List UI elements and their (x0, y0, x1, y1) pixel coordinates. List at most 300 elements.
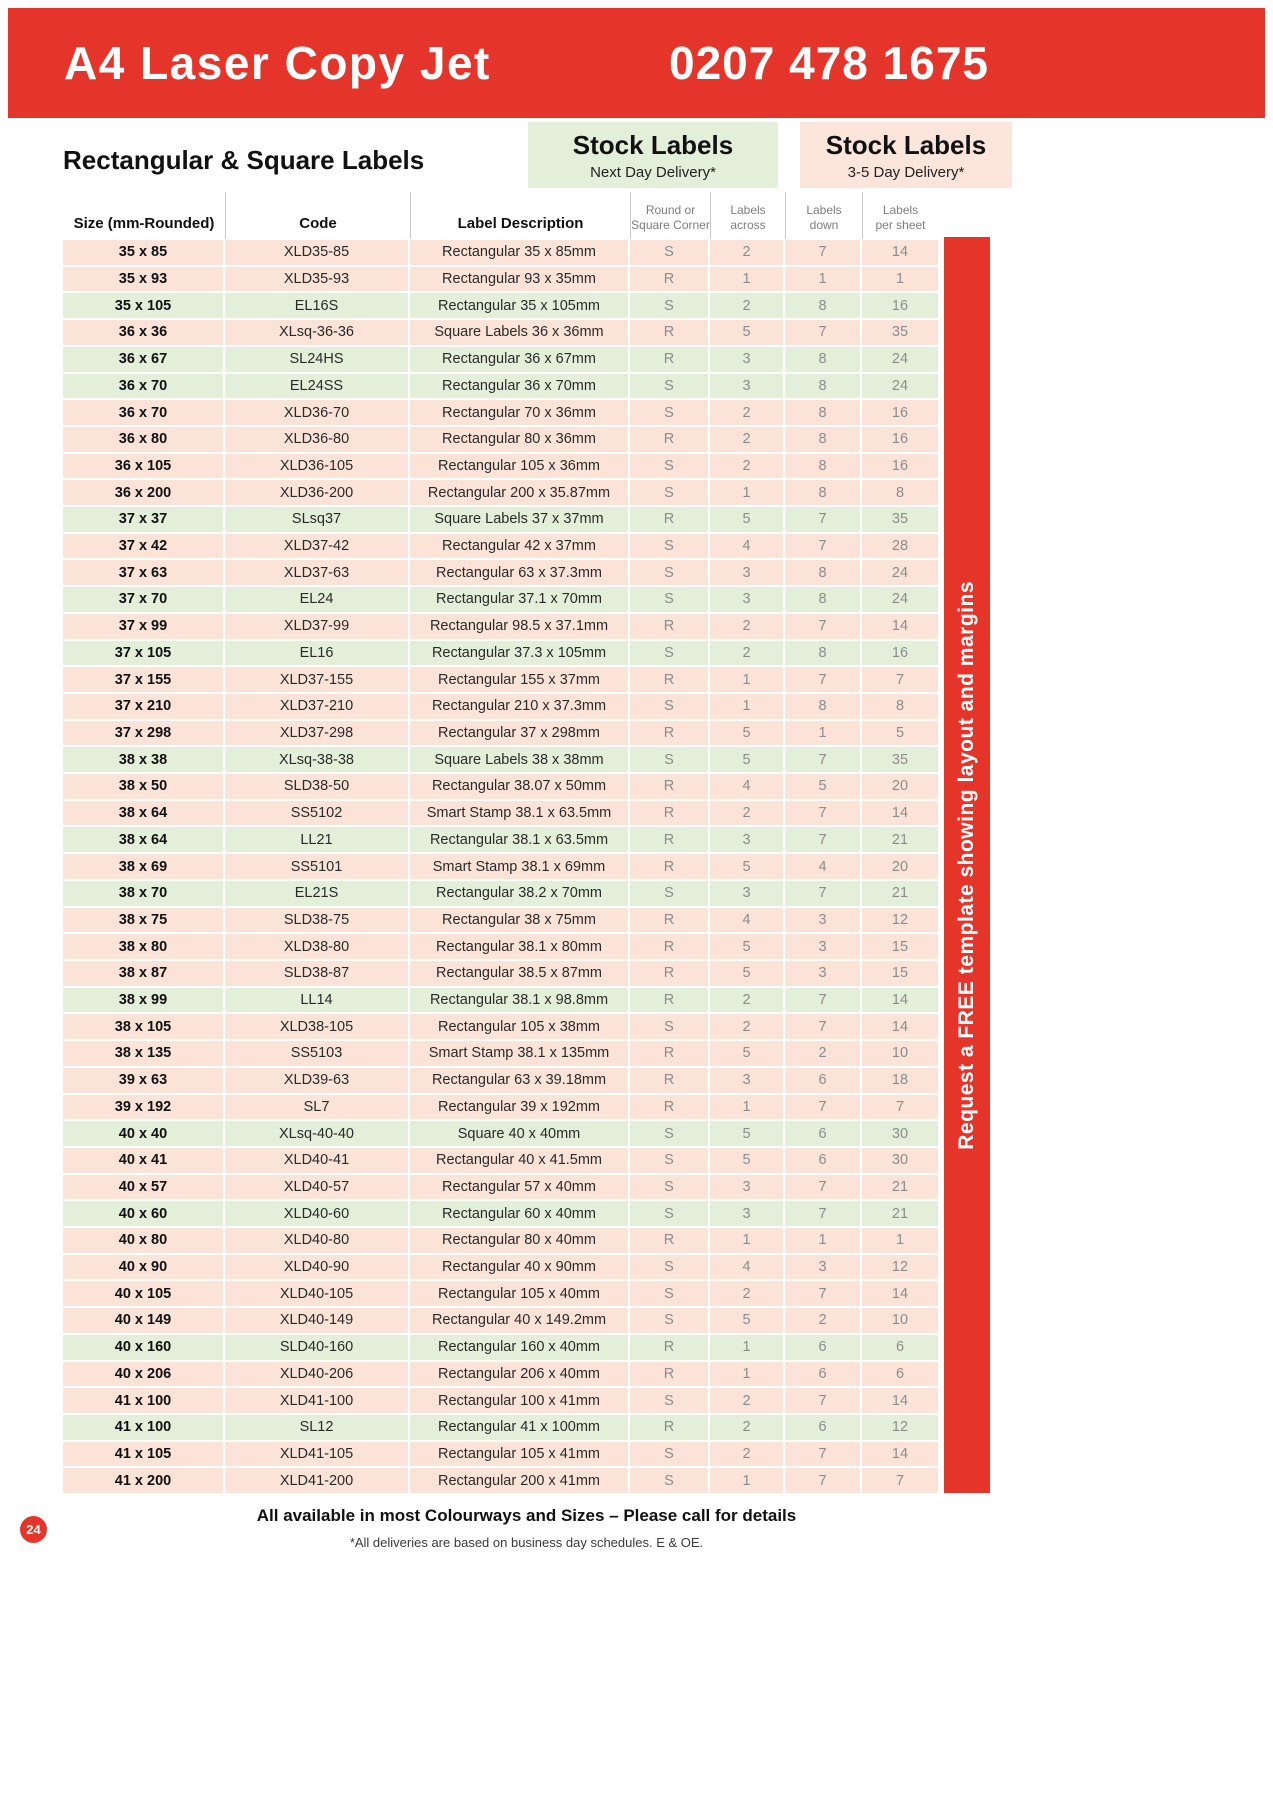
down-cell: 7 (785, 827, 862, 852)
down-cell: 2 (785, 1308, 862, 1333)
size-cell: 38 x 105 (63, 1014, 225, 1039)
across-cell: 2 (710, 801, 785, 826)
per-sheet-cell: 12 (891, 1419, 909, 1436)
table-row (63, 774, 938, 801)
stock-labels-3-5-day-box (800, 122, 1012, 188)
size-cell: 36 x 105 (63, 454, 225, 479)
corner-cell: R (630, 1362, 710, 1387)
size-cell: 40 x 160 (63, 1335, 225, 1360)
corner-cell: R (630, 1041, 710, 1066)
phone-number: 0207 478 1675 (669, 37, 989, 89)
code-cell: SLD40-160 (225, 1335, 410, 1360)
per-sheet-cell: 35 (891, 751, 909, 768)
table-row (63, 587, 938, 614)
code-cell: XLD37-298 (225, 721, 410, 746)
page-title: A4 Laser Copy Jet (64, 37, 491, 89)
size-cell: 37 x 42 (63, 534, 225, 559)
across-cell: 3 (710, 881, 785, 906)
corner-cell: R (630, 774, 710, 799)
corner-cell: S (630, 641, 710, 666)
code-cell: SL24HS (225, 347, 410, 372)
column-header-size: Size (mm-Rounded) (73, 215, 215, 232)
size-cell: 35 x 93 (63, 267, 225, 292)
across-cell: 3 (710, 560, 785, 585)
per-sheet-cell: 5 (895, 725, 905, 741)
down-cell: 8 (785, 400, 862, 425)
code-cell: XLD36-80 (225, 427, 410, 452)
page-header (8, 8, 1265, 118)
corner-cell: S (630, 1308, 710, 1333)
size-cell: 41 x 100 (63, 1415, 225, 1440)
code-cell: XLD35-93 (225, 267, 410, 292)
per-sheet-cell: 16 (891, 431, 909, 448)
down-cell: 1 (785, 1228, 862, 1253)
description-cell: Rectangular 98.5 x 37.1mm (410, 614, 630, 639)
across-cell: 4 (710, 534, 785, 559)
size-cell: 41 x 100 (63, 1388, 225, 1413)
size-cell: 35 x 85 (63, 240, 225, 265)
per-sheet-cell: 14 (891, 1285, 909, 1302)
size-cell: 40 x 90 (63, 1255, 225, 1280)
down-cell: 6 (785, 1415, 862, 1440)
across-cell: 5 (710, 1121, 785, 1146)
size-cell: 41 x 105 (63, 1442, 225, 1467)
code-cell: EL16 (225, 641, 410, 666)
across-cell: 1 (710, 480, 785, 505)
size-cell: 37 x 155 (63, 667, 225, 692)
size-cell: 38 x 38 (63, 747, 225, 772)
description-cell: Rectangular 105 x 36mm (410, 454, 630, 479)
code-cell: SLD38-50 (225, 774, 410, 799)
per-sheet-cell: 20 (891, 778, 909, 795)
per-sheet-cell: 10 (891, 1045, 909, 1062)
column-header-per-sheet: Labels per sheet (862, 192, 938, 239)
code-cell: XLD40-80 (225, 1228, 410, 1253)
table-row (63, 240, 938, 267)
description-cell: Rectangular 210 x 37.3mm (410, 694, 630, 719)
down-cell: 7 (785, 614, 862, 639)
description-cell: Rectangular 105 x 41mm (410, 1442, 630, 1467)
per-sheet-cell: 7 (895, 671, 905, 688)
size-cell: 37 x 210 (63, 694, 225, 719)
code-cell: XLD37-155 (225, 667, 410, 692)
size-cell: 36 x 36 (63, 320, 225, 345)
corner-cell: S (630, 881, 710, 906)
description-cell: Rectangular 60 x 40mm (410, 1201, 630, 1226)
code-cell: XLsq-36-36 (225, 320, 410, 345)
across-cell: 1 (710, 1468, 785, 1493)
across-cell: 1 (710, 1335, 785, 1360)
down-cell: 8 (785, 374, 862, 399)
size-cell: 38 x 69 (63, 854, 225, 879)
across-cell: 1 (710, 694, 785, 719)
table-row (63, 1121, 938, 1148)
across-cell: 5 (710, 320, 785, 345)
code-cell: XLD37-42 (225, 534, 410, 559)
description-cell: Rectangular 70 x 36mm (410, 400, 630, 425)
down-cell: 7 (785, 988, 862, 1013)
per-sheet-cell: 6 (895, 1365, 905, 1382)
table-row (63, 1148, 938, 1175)
code-cell: SS5103 (225, 1041, 410, 1066)
description-cell: Rectangular 100 x 41mm (410, 1388, 630, 1413)
code-cell: LL21 (225, 827, 410, 852)
across-cell: 2 (710, 1388, 785, 1413)
code-cell: EL21S (225, 881, 410, 906)
code-cell: XLD37-99 (225, 614, 410, 639)
description-cell: Rectangular 38.2 x 70mm (410, 881, 630, 906)
table-row (63, 293, 938, 320)
table-row (63, 827, 938, 854)
description-cell: Square Labels 38 x 38mm (410, 747, 630, 772)
corner-cell: S (630, 747, 710, 772)
stock-3-5-day-title: Stock Labels (825, 129, 987, 160)
down-cell: 6 (785, 1335, 862, 1360)
size-cell: 37 x 37 (63, 507, 225, 532)
per-sheet-cell: 16 (891, 404, 909, 421)
description-cell: Rectangular 155 x 37mm (410, 667, 630, 692)
down-cell: 3 (785, 908, 862, 933)
per-sheet-cell: 14 (891, 805, 909, 822)
description-cell: Rectangular 105 x 40mm (410, 1281, 630, 1306)
across-cell: 1 (710, 1362, 785, 1387)
size-cell: 37 x 70 (63, 587, 225, 612)
across-cell: 5 (710, 854, 785, 879)
code-cell: EL24 (225, 587, 410, 612)
description-cell: Rectangular 200 x 41mm (410, 1468, 630, 1493)
corner-cell: R (630, 934, 710, 959)
table-row (63, 1308, 938, 1335)
table-header (63, 192, 938, 239)
size-cell: 38 x 135 (63, 1041, 225, 1066)
corner-cell: S (630, 480, 710, 505)
description-cell: Rectangular 36 x 70mm (410, 374, 630, 399)
across-cell: 5 (710, 1308, 785, 1333)
size-cell: 40 x 57 (63, 1175, 225, 1200)
description-cell: Rectangular 38 x 75mm (410, 908, 630, 933)
per-sheet-cell: 20 (891, 858, 909, 875)
per-sheet-cell: 21 (891, 1178, 909, 1195)
size-cell: 37 x 99 (63, 614, 225, 639)
per-sheet-cell: 18 (891, 1072, 909, 1089)
per-sheet-cell: 8 (895, 484, 905, 501)
table-row (63, 1388, 938, 1415)
description-cell: Rectangular 63 x 37.3mm (410, 560, 630, 585)
description-cell: Rectangular 38.07 x 50mm (410, 774, 630, 799)
table-row (63, 1255, 938, 1282)
corner-cell: S (630, 1468, 710, 1493)
size-cell: 40 x 41 (63, 1148, 225, 1173)
table-row (63, 480, 938, 507)
across-cell: 2 (710, 1415, 785, 1440)
code-cell: XLD36-105 (225, 454, 410, 479)
down-cell: 7 (785, 507, 862, 532)
description-cell: Rectangular 105 x 38mm (410, 1014, 630, 1039)
corner-cell: R (630, 427, 710, 452)
description-cell: Rectangular 40 x 41.5mm (410, 1148, 630, 1173)
description-cell: Rectangular 38.1 x 80mm (410, 934, 630, 959)
description-cell: Square 40 x 40mm (410, 1121, 630, 1146)
across-cell: 2 (710, 614, 785, 639)
stock-next-day-title: Stock Labels (572, 129, 734, 160)
across-cell: 2 (710, 240, 785, 265)
table-row (63, 1415, 938, 1442)
across-cell: 2 (710, 1442, 785, 1467)
down-cell: 8 (785, 694, 862, 719)
corner-cell: R (630, 854, 710, 879)
description-cell: Rectangular 200 x 35.87mm (410, 480, 630, 505)
corner-cell: S (630, 1148, 710, 1173)
corner-cell: R (630, 507, 710, 532)
table-row (63, 934, 938, 961)
down-cell: 8 (785, 641, 862, 666)
table-row (63, 1175, 938, 1202)
table-row (63, 908, 938, 935)
per-sheet-cell: 16 (891, 297, 909, 314)
across-cell: 5 (710, 747, 785, 772)
down-cell: 7 (785, 1014, 862, 1039)
down-cell: 8 (785, 480, 862, 505)
corner-cell: S (630, 374, 710, 399)
down-cell: 1 (785, 721, 862, 746)
down-cell: 5 (785, 774, 862, 799)
description-cell: Rectangular 80 x 36mm (410, 427, 630, 452)
down-cell: 7 (785, 1095, 862, 1120)
per-sheet-cell: 8 (895, 698, 905, 715)
down-cell: 6 (785, 1068, 862, 1093)
across-cell: 4 (710, 1255, 785, 1280)
corner-cell: R (630, 988, 710, 1013)
across-cell: 3 (710, 1201, 785, 1226)
table-row (63, 961, 938, 988)
table-row (63, 614, 938, 641)
down-cell: 7 (785, 747, 862, 772)
code-cell: XLD40-149 (225, 1308, 410, 1333)
corner-cell: S (630, 694, 710, 719)
corner-cell: S (630, 560, 710, 585)
per-sheet-cell: 12 (891, 911, 909, 928)
table-row (63, 1068, 938, 1095)
down-cell: 4 (785, 854, 862, 879)
table-row (63, 854, 938, 881)
across-cell: 5 (710, 1148, 785, 1173)
description-cell: Rectangular 36 x 67mm (410, 347, 630, 372)
description-cell: Rectangular 93 x 35mm (410, 267, 630, 292)
code-cell: XLsq-38-38 (225, 747, 410, 772)
code-cell: XLD41-105 (225, 1442, 410, 1467)
across-cell: 2 (710, 641, 785, 666)
down-cell: 8 (785, 587, 862, 612)
down-cell: 7 (785, 1201, 862, 1226)
down-cell: 7 (785, 1442, 862, 1467)
description-cell: Square Labels 36 x 36mm (410, 320, 630, 345)
down-cell: 6 (785, 1121, 862, 1146)
code-cell: EL24SS (225, 374, 410, 399)
across-cell: 5 (710, 961, 785, 986)
table-row (63, 1041, 938, 1068)
column-header-across: Labels across (710, 192, 785, 239)
code-cell: XLD37-63 (225, 560, 410, 585)
down-cell: 1 (785, 267, 862, 292)
code-cell: XLD40-60 (225, 1201, 410, 1226)
corner-cell: S (630, 1201, 710, 1226)
down-cell: 8 (785, 427, 862, 452)
size-cell: 37 x 105 (63, 641, 225, 666)
code-cell: LL14 (225, 988, 410, 1013)
code-cell: XLD41-200 (225, 1468, 410, 1493)
table-row (63, 1281, 938, 1308)
across-cell: 1 (710, 667, 785, 692)
description-cell: Rectangular 39 x 192mm (410, 1095, 630, 1120)
code-cell: XLD38-105 (225, 1014, 410, 1039)
table-row (63, 400, 938, 427)
description-cell: Rectangular 35 x 105mm (410, 293, 630, 318)
table-row (63, 1201, 938, 1228)
down-cell: 7 (785, 1175, 862, 1200)
down-cell: 2 (785, 1041, 862, 1066)
down-cell: 7 (785, 801, 862, 826)
across-cell: 3 (710, 347, 785, 372)
stock-labels-next-day-box (528, 122, 778, 188)
per-sheet-cell: 14 (891, 1445, 909, 1462)
across-cell: 3 (710, 827, 785, 852)
across-cell: 2 (710, 400, 785, 425)
code-cell: XLD40-105 (225, 1281, 410, 1306)
footer-disclaimer: *All deliveries are based on business day schedules. E & OE. (349, 1535, 704, 1550)
size-cell: 36 x 80 (63, 427, 225, 452)
description-cell: Rectangular 37.1 x 70mm (410, 587, 630, 612)
column-header-description: Label Description (410, 192, 630, 239)
table-row (63, 267, 938, 294)
per-sheet-cell: 24 (891, 377, 909, 394)
table-row (63, 988, 938, 1015)
code-cell: XLD37-210 (225, 694, 410, 719)
size-cell: 40 x 149 (63, 1308, 225, 1333)
per-sheet-cell: 16 (891, 644, 909, 661)
table-row (63, 1014, 938, 1041)
per-sheet-cell: 14 (891, 1392, 909, 1409)
corner-cell: S (630, 1442, 710, 1467)
per-sheet-cell: 12 (891, 1259, 909, 1276)
size-cell: 36 x 67 (63, 347, 225, 372)
code-cell: XLD36-70 (225, 400, 410, 425)
down-cell: 3 (785, 961, 862, 986)
size-cell: 38 x 70 (63, 881, 225, 906)
size-cell: 38 x 64 (63, 801, 225, 826)
across-cell: 3 (710, 1175, 785, 1200)
across-cell: 3 (710, 587, 785, 612)
description-cell: Rectangular 40 x 90mm (410, 1255, 630, 1280)
per-sheet-cell: 24 (891, 351, 909, 368)
table-row (63, 1095, 938, 1122)
per-sheet-cell: 16 (891, 457, 909, 474)
corner-cell: S (630, 1014, 710, 1039)
size-cell: 38 x 87 (63, 961, 225, 986)
corner-cell: S (630, 1121, 710, 1146)
across-cell: 2 (710, 454, 785, 479)
corner-cell: R (630, 721, 710, 746)
description-cell: Rectangular 206 x 40mm (410, 1362, 630, 1387)
table-row (63, 721, 938, 748)
corner-cell: R (630, 347, 710, 372)
per-sheet-cell: 21 (891, 1205, 909, 1222)
code-cell: SL12 (225, 1415, 410, 1440)
across-cell: 1 (710, 1095, 785, 1120)
down-cell: 7 (785, 881, 862, 906)
down-cell: 7 (785, 534, 862, 559)
across-cell: 5 (710, 721, 785, 746)
across-cell: 3 (710, 374, 785, 399)
size-cell: 39 x 63 (63, 1068, 225, 1093)
down-cell: 8 (785, 347, 862, 372)
across-cell: 4 (710, 908, 785, 933)
description-cell: Rectangular 35 x 85mm (410, 240, 630, 265)
down-cell: 6 (785, 1362, 862, 1387)
stock-next-day-subtitle: Next Day Delivery* (590, 163, 716, 181)
code-cell: EL16S (225, 293, 410, 318)
corner-cell: R (630, 267, 710, 292)
size-cell: 39 x 192 (63, 1095, 225, 1120)
size-cell: 40 x 80 (63, 1228, 225, 1253)
description-cell: Rectangular 42 x 37mm (410, 534, 630, 559)
column-header-down: Labels down (785, 192, 862, 239)
size-cell: 38 x 50 (63, 774, 225, 799)
table-row (63, 347, 938, 374)
across-cell: 5 (710, 1041, 785, 1066)
per-sheet-cell: 30 (891, 1152, 909, 1169)
across-cell: 2 (710, 427, 785, 452)
code-cell: XLD41-100 (225, 1388, 410, 1413)
per-sheet-cell: 7 (895, 1472, 905, 1489)
per-sheet-cell: 14 (891, 244, 909, 261)
across-cell: 2 (710, 988, 785, 1013)
across-cell: 3 (710, 1068, 785, 1093)
per-sheet-cell: 10 (891, 1312, 909, 1329)
per-sheet-cell: 14 (891, 618, 909, 635)
code-cell: SLsq37 (225, 507, 410, 532)
description-cell: Rectangular 40 x 149.2mm (410, 1308, 630, 1333)
table-row (63, 747, 938, 774)
corner-cell: S (630, 454, 710, 479)
table-row (63, 667, 938, 694)
description-cell: Rectangular 38.1 x 98.8mm (410, 988, 630, 1013)
code-cell: XLD36-200 (225, 480, 410, 505)
footer-note: All available in most Colourways and Sizes – Please call for details (256, 1506, 797, 1525)
banner-text: Request a FREE template showing layout and margins (955, 580, 978, 1150)
size-cell: 37 x 63 (63, 560, 225, 585)
corner-cell: S (630, 240, 710, 265)
description-cell: Smart Stamp 38.1 x 135mm (410, 1041, 630, 1066)
corner-cell: R (630, 1228, 710, 1253)
code-cell: XLD40-41 (225, 1148, 410, 1173)
description-cell: Rectangular 57 x 40mm (410, 1175, 630, 1200)
table-row (63, 534, 938, 561)
per-sheet-cell: 30 (891, 1125, 909, 1142)
corner-cell: S (630, 1175, 710, 1200)
corner-cell: R (630, 1335, 710, 1360)
code-cell: XLD40-57 (225, 1175, 410, 1200)
per-sheet-cell: 14 (891, 992, 909, 1009)
down-cell: 3 (785, 1255, 862, 1280)
corner-cell: R (630, 827, 710, 852)
description-cell: Rectangular 37 x 298mm (410, 721, 630, 746)
stock-3-5-day-subtitle: 3-5 Day Delivery* (847, 163, 965, 181)
across-cell: 4 (710, 774, 785, 799)
code-cell: XLD38-80 (225, 934, 410, 959)
table-row (63, 427, 938, 454)
down-cell: 8 (785, 454, 862, 479)
corner-cell: R (630, 320, 710, 345)
